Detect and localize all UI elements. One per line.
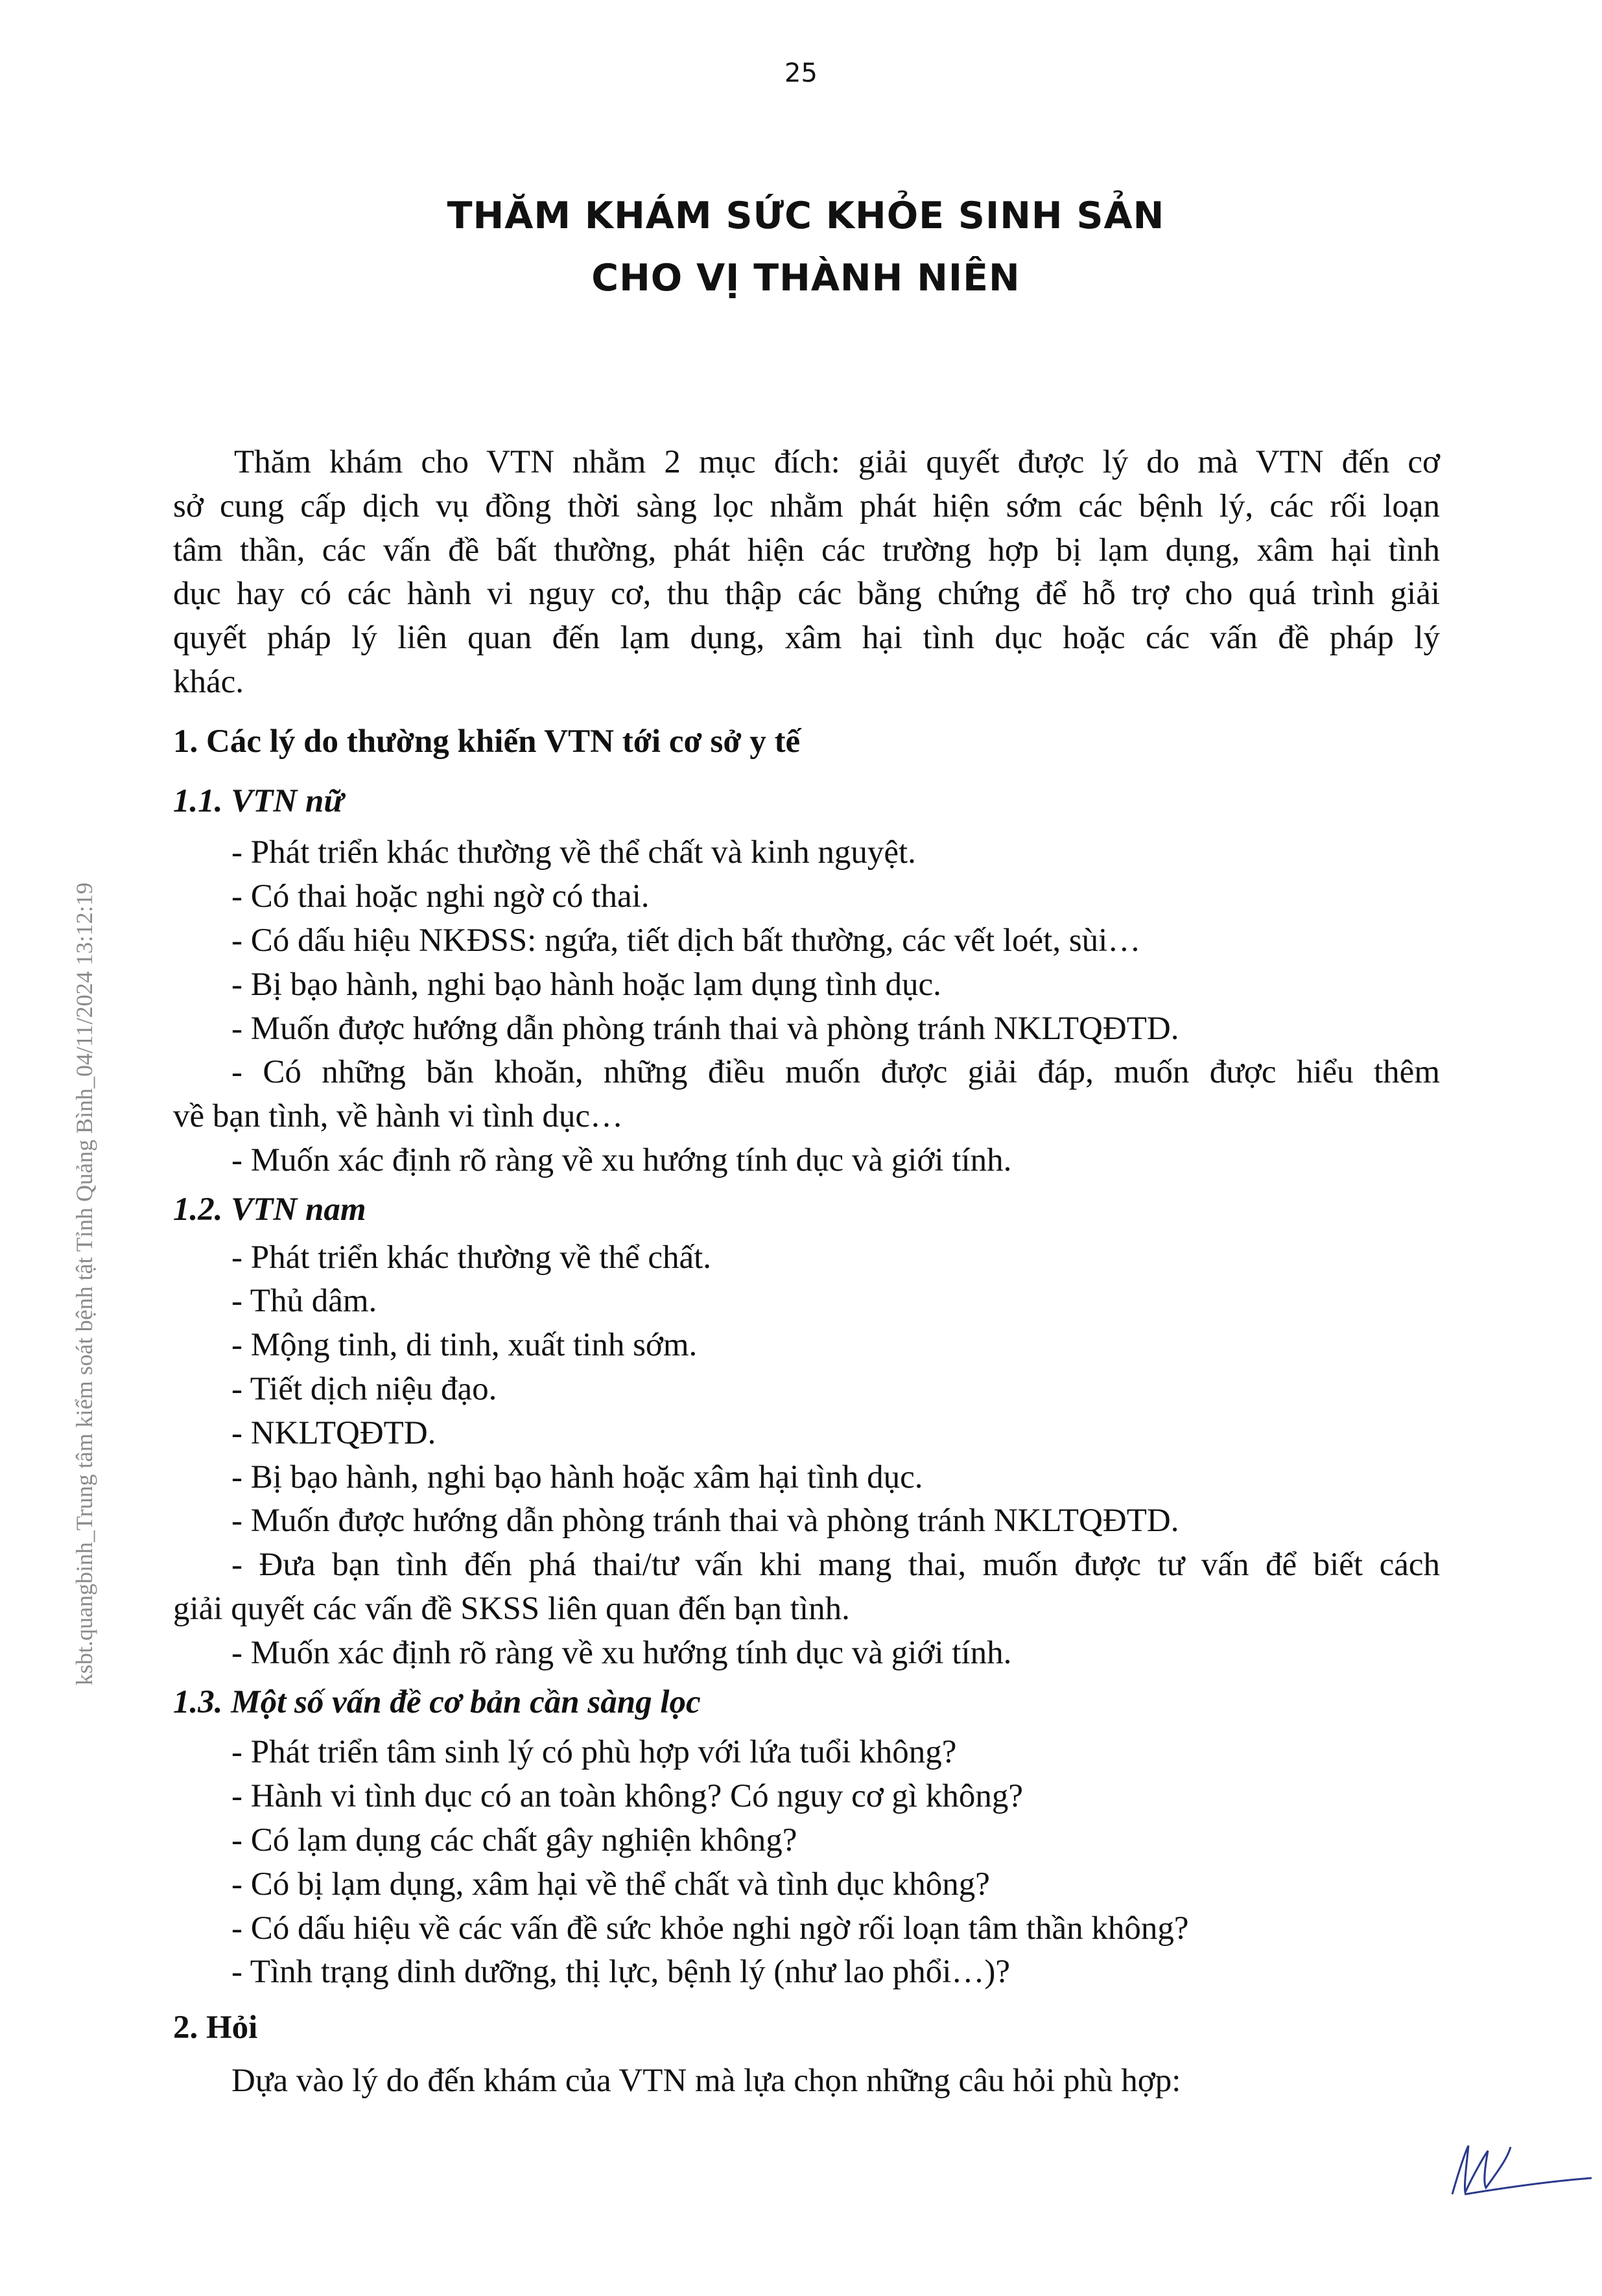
- subsection-1-1-heading: 1.1. VTN nữ: [173, 782, 344, 819]
- list-item: - Có thai hoặc nghi ngờ có thai.: [231, 878, 650, 915]
- paragraph-line: Thăm khám cho VTN nhằm 2 mục đích: giải quyết được lý do mà VTN đến cơ: [234, 444, 1440, 480]
- list-item-line: giải quyết các vấn đề SKSS liên quan đến bạn tình.: [173, 1590, 850, 1627]
- list-vtn-nam: [173, 1236, 1440, 1676]
- list-vtn-nu: [173, 831, 1440, 1182]
- paragraph-line: dục hay có các hành vi nguy cơ, thu thập các bằng chứng để hỗ trợ cho quá trình giải: [173, 576, 1440, 613]
- paragraph-line: tâm thần, các vấn đề bất thường, phát hiện các trường hợp bị lạm dụng, xâm hại tình: [173, 532, 1440, 568]
- list-item: - Thủ dâm.: [231, 1283, 377, 1320]
- subsection-1-2-heading: 1.2. VTN nam: [173, 1191, 366, 1228]
- list-item-line: - Đưa bạn tình đến phá thai/tư vấn khi mang thai, muốn được tư vấn để biết cách: [231, 1547, 1440, 1584]
- list-item: - Muốn xác định rõ ràng về xu hướng tính dục và giới tính.: [231, 1634, 1012, 1671]
- list-screening: [173, 1731, 1440, 1995]
- list-item: - Muốn xác định rõ ràng về xu hướng tính dục và giới tính.: [231, 1142, 1012, 1178]
- list-item: - Có bị lạm dụng, xâm hại về thể chất và tình dục không?: [231, 1866, 990, 1903]
- list-item-line: về bạn tình, về hành vi tình dục…: [173, 1098, 624, 1135]
- list-item: - Tình trạng dinh dưỡng, thị lực, bệnh lý (như lao phổi…)?: [231, 1954, 1011, 1991]
- document-body: [173, 441, 1440, 2103]
- document-title-line-1: THĂM KHÁM SỨC KHỎE SINH SẢN: [447, 194, 1165, 237]
- list-item: - Phát triển khác thường về thể chất.: [231, 1239, 712, 1276]
- paragraph-line: sở cung cấp dịch vụ đồng thời sàng lọc nhằm phát hiện sớm các bệnh lý, các rối loạn: [173, 487, 1440, 524]
- list-item-wrapped: [173, 1051, 1440, 1139]
- document-title-line-2: CHO VỊ THÀNH NIÊN: [591, 257, 1020, 299]
- list-item: - Muốn được hướng dẫn phòng tránh thai và phòng tránh NKLTQĐTD.: [231, 1503, 1179, 1540]
- list-item: - Phát triển tâm sinh lý có phù hợp với lứa tuổi không?: [231, 1734, 957, 1771]
- list-item: - NKLTQĐTD.: [231, 1414, 436, 1451]
- intro-paragraph: [173, 441, 1440, 705]
- list-item: - Hành vi tình dục có an toàn không? Có nguy cơ gì không?: [231, 1778, 1023, 1815]
- list-item: - Muốn được hướng dẫn phòng tránh thai và phòng tránh NKLTQĐTD.: [231, 1010, 1179, 1047]
- list-item: - Bị bạo hành, nghi bạo hành hoặc xâm hại tình dục.: [231, 1458, 923, 1495]
- watermark-text: ksbt.quangbinh_Trung tâm kiểm soát bệnh tật Tỉnh Quảng Bình_04/11/2024 13:12:19: [71, 882, 97, 1685]
- paragraph-line: quyết pháp lý liên quan đến lạm dụng, xâm hại tình dục hoặc các vấn đề pháp lý: [173, 620, 1440, 657]
- list-item: - Mộng tinh, di tinh, xuất tinh sớm.: [231, 1327, 698, 1364]
- list-item: - Có dấu hiệu NKĐSS: ngứa, tiết dịch bất thường, các vết loét, sùi…: [231, 922, 1141, 959]
- section-1-heading: 1. Các lý do thường khiến VTN tới cơ sở y tế: [173, 723, 801, 760]
- list-item: - Có lạm dụng các chất gây nghiện không?: [231, 1822, 797, 1858]
- list-item: - Phát triển khác thường về thể chất và kinh nguyệt.: [231, 834, 916, 871]
- signature-mark: [1439, 2133, 1595, 2210]
- page-number: 25: [784, 58, 818, 88]
- list-item: - Có dấu hiệu về các vấn đề sức khỏe nghi ngờ rối loạn tâm thần không?: [231, 1910, 1189, 1947]
- paragraph-line: khác.: [173, 663, 244, 700]
- section-2-heading: 2. Hỏi: [173, 2009, 258, 2046]
- list-item-wrapped: [173, 1543, 1440, 1632]
- subsection-1-3-heading: 1.3. Một số vấn đề cơ bản cần sàng lọc: [173, 1683, 701, 1720]
- list-item-line: - Có những băn khoăn, những điều muốn được giải đáp, muốn được hiểu thêm: [231, 1054, 1440, 1091]
- section-2-intro: Dựa vào lý do đến khám của VTN mà lựa chọn những câu hỏi phù hợp:: [231, 2062, 1181, 2099]
- list-item: - Bị bạo hành, nghi bạo hành hoặc lạm dụng tình dục.: [231, 966, 941, 1003]
- list-item: - Tiết dịch niệu đạo.: [231, 1370, 497, 1407]
